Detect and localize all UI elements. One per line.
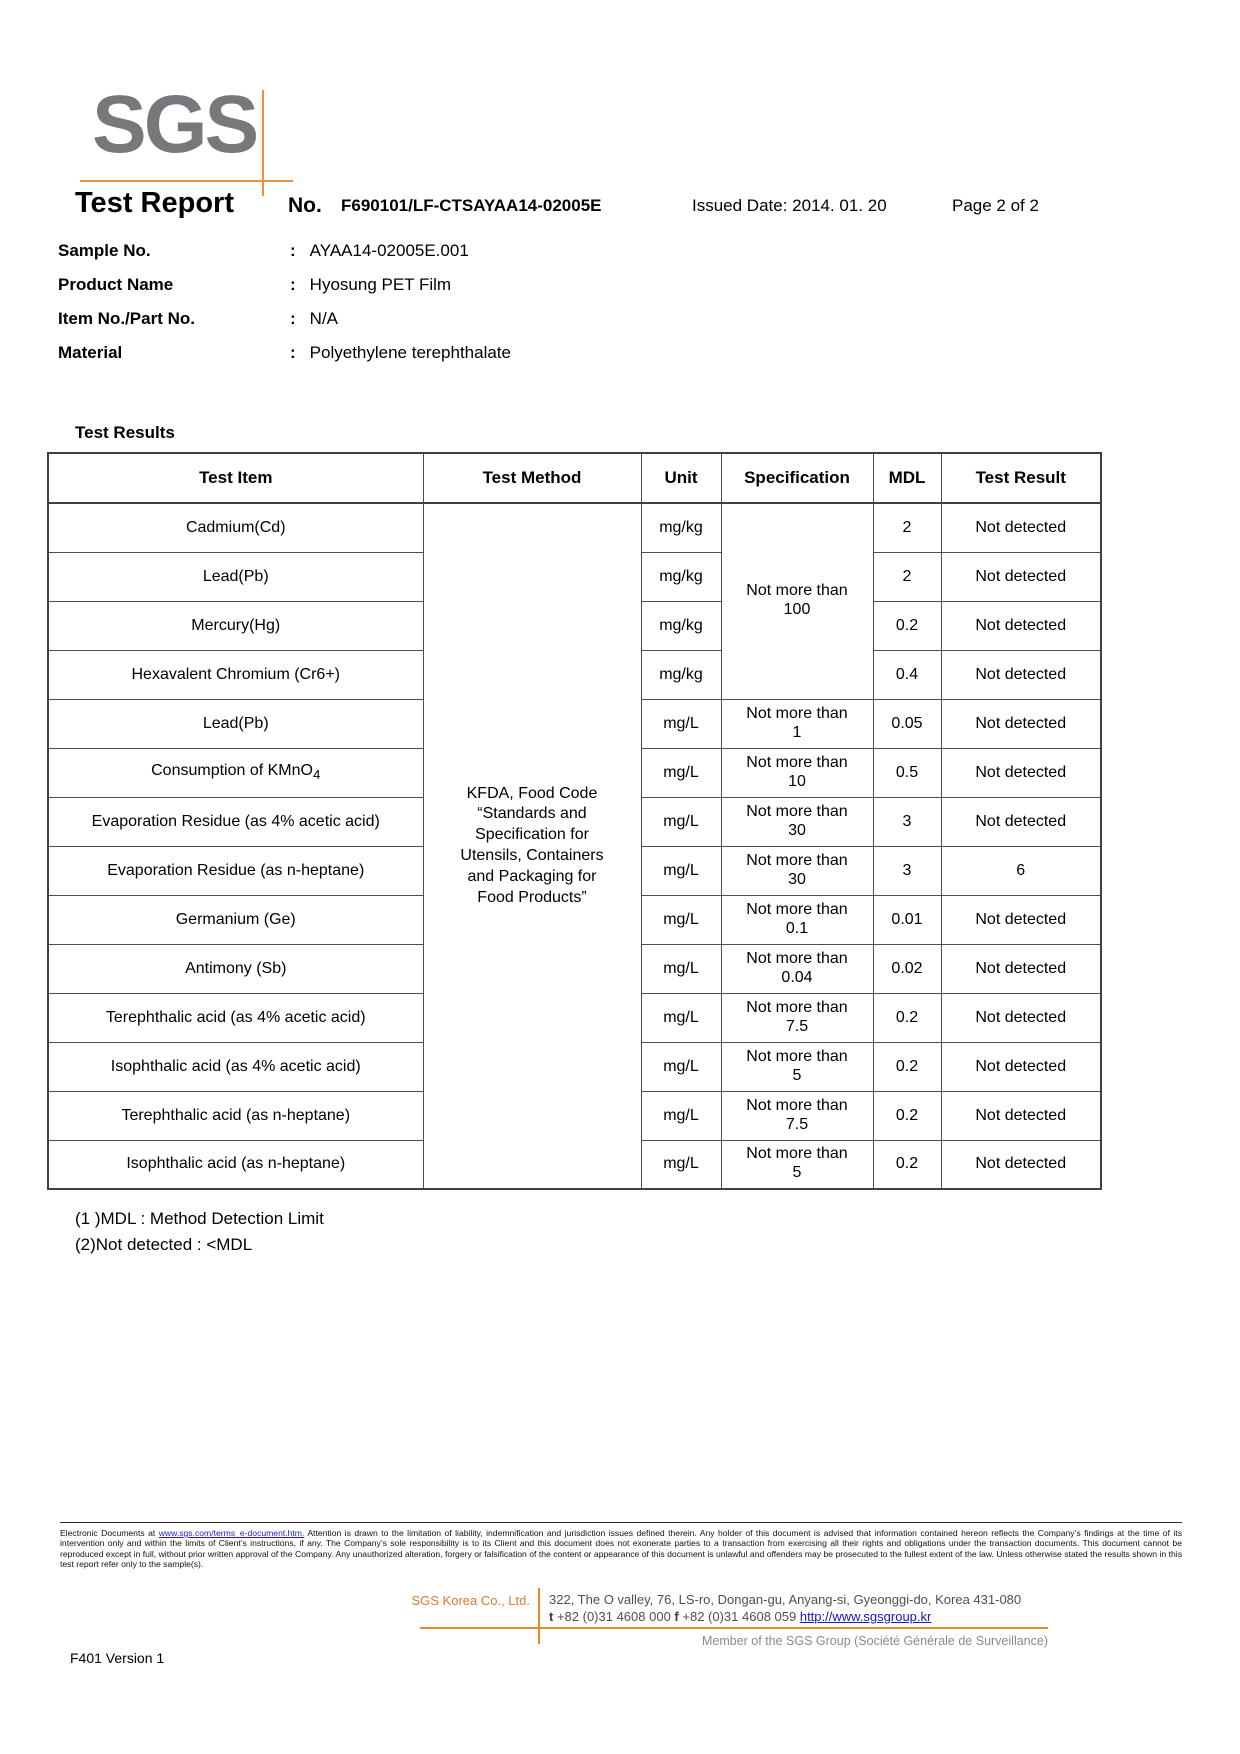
- footer-vertical-divider: [538, 1588, 540, 1644]
- test-result-cell: Not detected: [941, 552, 1101, 601]
- result-row: [48, 503, 1101, 552]
- unit-cell: mg/L: [641, 944, 721, 993]
- tel-number: +82 (0)31 4608 000: [553, 1609, 675, 1624]
- company-contact: [549, 1608, 1021, 1625]
- specification-cell: [721, 503, 873, 699]
- test-item-text: Isophthalic acid (as n-heptane): [126, 1155, 346, 1173]
- test-item-cell: [48, 895, 423, 944]
- fax-label: f: [674, 1609, 679, 1624]
- fax-number: +82 (0)31 4608 059: [678, 1609, 800, 1624]
- website-link[interactable]: http://www.sgsgroup.kr: [799, 1609, 932, 1624]
- info-colon: :: [290, 343, 296, 362]
- unit-cell: mg/L: [641, 1091, 721, 1140]
- test-result-cell: Not detected: [941, 993, 1101, 1042]
- mdl-cell: 0.5: [873, 748, 941, 797]
- col-specification: Specification: [721, 453, 873, 503]
- form-version: F401 Version 1: [70, 1650, 165, 1666]
- specification-cell: [721, 1042, 873, 1091]
- mdl-cell: 0.01: [873, 895, 941, 944]
- footer-horizontal-divider: [420, 1627, 1048, 1629]
- test-item-cell: [48, 503, 423, 552]
- specification-text: Not more than 0.1: [746, 900, 848, 937]
- mdl-cell: 2: [873, 552, 941, 601]
- report-header: [75, 176, 1175, 220]
- mdl-cell: 0.2: [873, 1042, 941, 1091]
- specification-text: Not more than 5: [746, 1145, 848, 1182]
- issued-date: Issued Date: 2014. 01. 20: [692, 196, 887, 215]
- test-result-cell: Not detected: [941, 1091, 1101, 1140]
- test-result-cell: Not detected: [941, 503, 1101, 552]
- results-header-row: [48, 453, 1101, 503]
- unit-cell: mg/L: [641, 1042, 721, 1091]
- unit-cell: mg/L: [641, 993, 721, 1042]
- info-colon: :: [290, 309, 296, 328]
- test-item-text: Mercury(Hg): [191, 616, 281, 634]
- test-item-cell: [48, 1091, 423, 1140]
- company-address-block: [549, 1591, 1021, 1625]
- test-result-cell: Not detected: [941, 944, 1101, 993]
- footnote-mdl: (1 )MDL : Method Detection Limit: [75, 1209, 324, 1228]
- info-value: Hyosung PET Film: [309, 275, 452, 294]
- test-item-text: Evaporation Residue (as n-heptane): [107, 861, 365, 879]
- company-name: SGS Korea Co., Ltd.: [411, 1593, 530, 1608]
- test-results-table: [47, 452, 1102, 1190]
- disclaimer-text-prefix: Electronic Documents at: [60, 1528, 159, 1538]
- test-item-cell: [48, 797, 423, 846]
- sgs-group-membership: Member of the SGS Group (Société Générale de Surveillance): [701, 1634, 1048, 1648]
- sample-info: [58, 238, 758, 374]
- col-mdl: MDL: [873, 453, 941, 503]
- mdl-cell: 0.05: [873, 699, 941, 748]
- test-results-heading: Test Results: [75, 423, 175, 442]
- specification-text: Not more than 5: [746, 1047, 848, 1084]
- info-colon: :: [290, 275, 296, 294]
- specification-text: Not more than 7.5: [746, 998, 848, 1035]
- test-item-cell: [48, 748, 423, 797]
- test-result-cell: Not detected: [941, 1042, 1101, 1091]
- specification-text: Not more than 30: [746, 802, 848, 839]
- specification-text: Not more than 7.5: [746, 1096, 848, 1133]
- test-item-text: Terephthalic acid (as n-heptane): [121, 1106, 351, 1124]
- report-title: Test Report: [75, 187, 234, 219]
- report-number: F690101/LF-CTSAYAA14-02005E: [341, 196, 602, 215]
- info-value: Polyethylene terephthalate: [309, 343, 511, 362]
- specification-text: Not more than 1: [746, 704, 848, 741]
- info-row-item-no: [58, 306, 758, 331]
- footnotes: [75, 1206, 324, 1258]
- info-value: N/A: [309, 309, 339, 328]
- test-result-cell: Not detected: [941, 699, 1101, 748]
- test-method-text: KFDA, Food Code “Standards and Specification for Utensils, Containers and Packaging for Food Products”: [460, 784, 604, 906]
- unit-cell: mg/L: [641, 699, 721, 748]
- test-item-cell: [48, 846, 423, 895]
- specification-cell: [721, 846, 873, 895]
- test-result-cell: 6: [941, 846, 1101, 895]
- test-item-cell: [48, 1042, 423, 1091]
- test-item-text: Isophthalic acid (as 4% acetic acid): [110, 1057, 361, 1075]
- test-item-cell: [48, 601, 423, 650]
- test-item-cell: [48, 993, 423, 1042]
- results-tbody: [48, 503, 1101, 1189]
- footnote-not-detected: (2)Not detected : <MDL: [75, 1235, 253, 1254]
- test-item-text: Consumption of KMnO: [151, 762, 313, 780]
- test-result-cell: Not detected: [941, 601, 1101, 650]
- unit-cell: mg/L: [641, 1140, 721, 1189]
- unit-cell: mg/L: [641, 797, 721, 846]
- info-label: Sample No.: [58, 241, 151, 260]
- info-label: Product Name: [58, 275, 174, 294]
- test-item-text: Germanium (Ge): [175, 910, 296, 928]
- test-result-cell: Not detected: [941, 650, 1101, 699]
- company-address: 322, The O valley, 76, LS-ro, Dongan-gu, Anyang-si, Gyeonggi-do, Korea 431-080: [549, 1592, 1022, 1607]
- test-item-cell: [48, 944, 423, 993]
- col-test-item: Test Item: [48, 453, 423, 503]
- test-method-cell: [423, 503, 641, 1189]
- mdl-cell: 3: [873, 797, 941, 846]
- specification-cell: [721, 1140, 873, 1189]
- test-item-cell: [48, 699, 423, 748]
- terms-link[interactable]: www.sgs.com/terms_e-document.htm.: [158, 1528, 305, 1538]
- test-item-text: Hexavalent Chromium (Cr6+): [131, 665, 340, 683]
- specification-cell: [721, 1091, 873, 1140]
- mdl-cell: 3: [873, 846, 941, 895]
- mdl-cell: 0.2: [873, 993, 941, 1042]
- unit-cell: mg/L: [641, 895, 721, 944]
- sgs-logo: SGS: [92, 79, 257, 170]
- unit-cell: mg/kg: [641, 601, 721, 650]
- test-item-text: Lead(Pb): [202, 567, 269, 585]
- report-no-label: No.: [288, 194, 322, 217]
- info-colon: :: [290, 241, 296, 260]
- info-row-sample-no: [58, 238, 758, 263]
- test-result-cell: Not detected: [941, 748, 1101, 797]
- test-result-cell: Not detected: [941, 1140, 1101, 1189]
- mdl-cell: 0.2: [873, 601, 941, 650]
- info-row-material: [58, 340, 758, 365]
- info-label: Material: [58, 343, 123, 362]
- unit-cell: mg/kg: [641, 552, 721, 601]
- specification-cell: [721, 944, 873, 993]
- legal-disclaimer: [60, 1522, 1182, 1570]
- disclaimer-text-rest: Attention is drawn to the limitation of liability, indemnification and jurisdiction issues defined therein. Any holder of this document is advised that information contained hereon reflects the Company’s findings at the time of its intervention only and within the limits of Client’s instructions, if any. The Company’s sole responsibility is to its Client and this document does not exonerate parties to a transaction from exercising all their rights and obligations under the transaction documents. This document cannot be reproduced except in full, without prior written approval of the Company. Any unauthorized alteration, forgery or falsification of the content or appearance of this document is unlawful and offenders may be prosecuted to the fullest extent of the law. Unless otherwise stated the results shown in this test report refer only to the sample(s).: [60, 1528, 1182, 1570]
- test-item-subscript: 4: [312, 767, 321, 783]
- specification-text: Not more than 10: [746, 753, 848, 790]
- specification-text: Not more than 100: [746, 582, 848, 619]
- unit-cell: mg/kg: [641, 503, 721, 552]
- test-result-cell: Not detected: [941, 797, 1101, 846]
- info-value: AYAA14-02005E.001: [309, 241, 469, 260]
- specification-cell: [721, 895, 873, 944]
- test-result-cell: Not detected: [941, 895, 1101, 944]
- company-footer: [0, 1588, 1240, 1658]
- col-test-method: Test Method: [423, 453, 641, 503]
- specification-text: Not more than 30: [746, 851, 848, 888]
- tel-label: t: [549, 1609, 554, 1624]
- mdl-cell: 0.4: [873, 650, 941, 699]
- mdl-cell: 0.2: [873, 1140, 941, 1189]
- unit-cell: mg/L: [641, 846, 721, 895]
- test-item-cell: [48, 650, 423, 699]
- col-unit: Unit: [641, 453, 721, 503]
- test-item-text: Lead(Pb): [202, 714, 269, 732]
- specification-cell: [721, 993, 873, 1042]
- specification-cell: [721, 797, 873, 846]
- mdl-cell: 0.2: [873, 1091, 941, 1140]
- test-item-cell: [48, 552, 423, 601]
- mdl-cell: 2: [873, 503, 941, 552]
- page-indicator: Page 2 of 2: [952, 196, 1039, 215]
- unit-cell: mg/kg: [641, 650, 721, 699]
- test-item-text: Terephthalic acid (as 4% acetic acid): [105, 1008, 366, 1026]
- col-test-result: Test Result: [941, 453, 1101, 503]
- test-item-cell: [48, 1140, 423, 1189]
- info-label: Item No./Part No.: [58, 309, 195, 328]
- info-row-product-name: [58, 272, 758, 297]
- specification-cell: [721, 699, 873, 748]
- test-item-text: Antimony (Sb): [185, 959, 287, 977]
- unit-cell: mg/L: [641, 748, 721, 797]
- test-item-text: Evaporation Residue (as 4% acetic acid): [91, 812, 380, 830]
- specification-text: Not more than 0.04: [746, 949, 848, 986]
- test-item-text: Cadmium(Cd): [185, 518, 286, 536]
- specification-cell: [721, 748, 873, 797]
- mdl-cell: 0.02: [873, 944, 941, 993]
